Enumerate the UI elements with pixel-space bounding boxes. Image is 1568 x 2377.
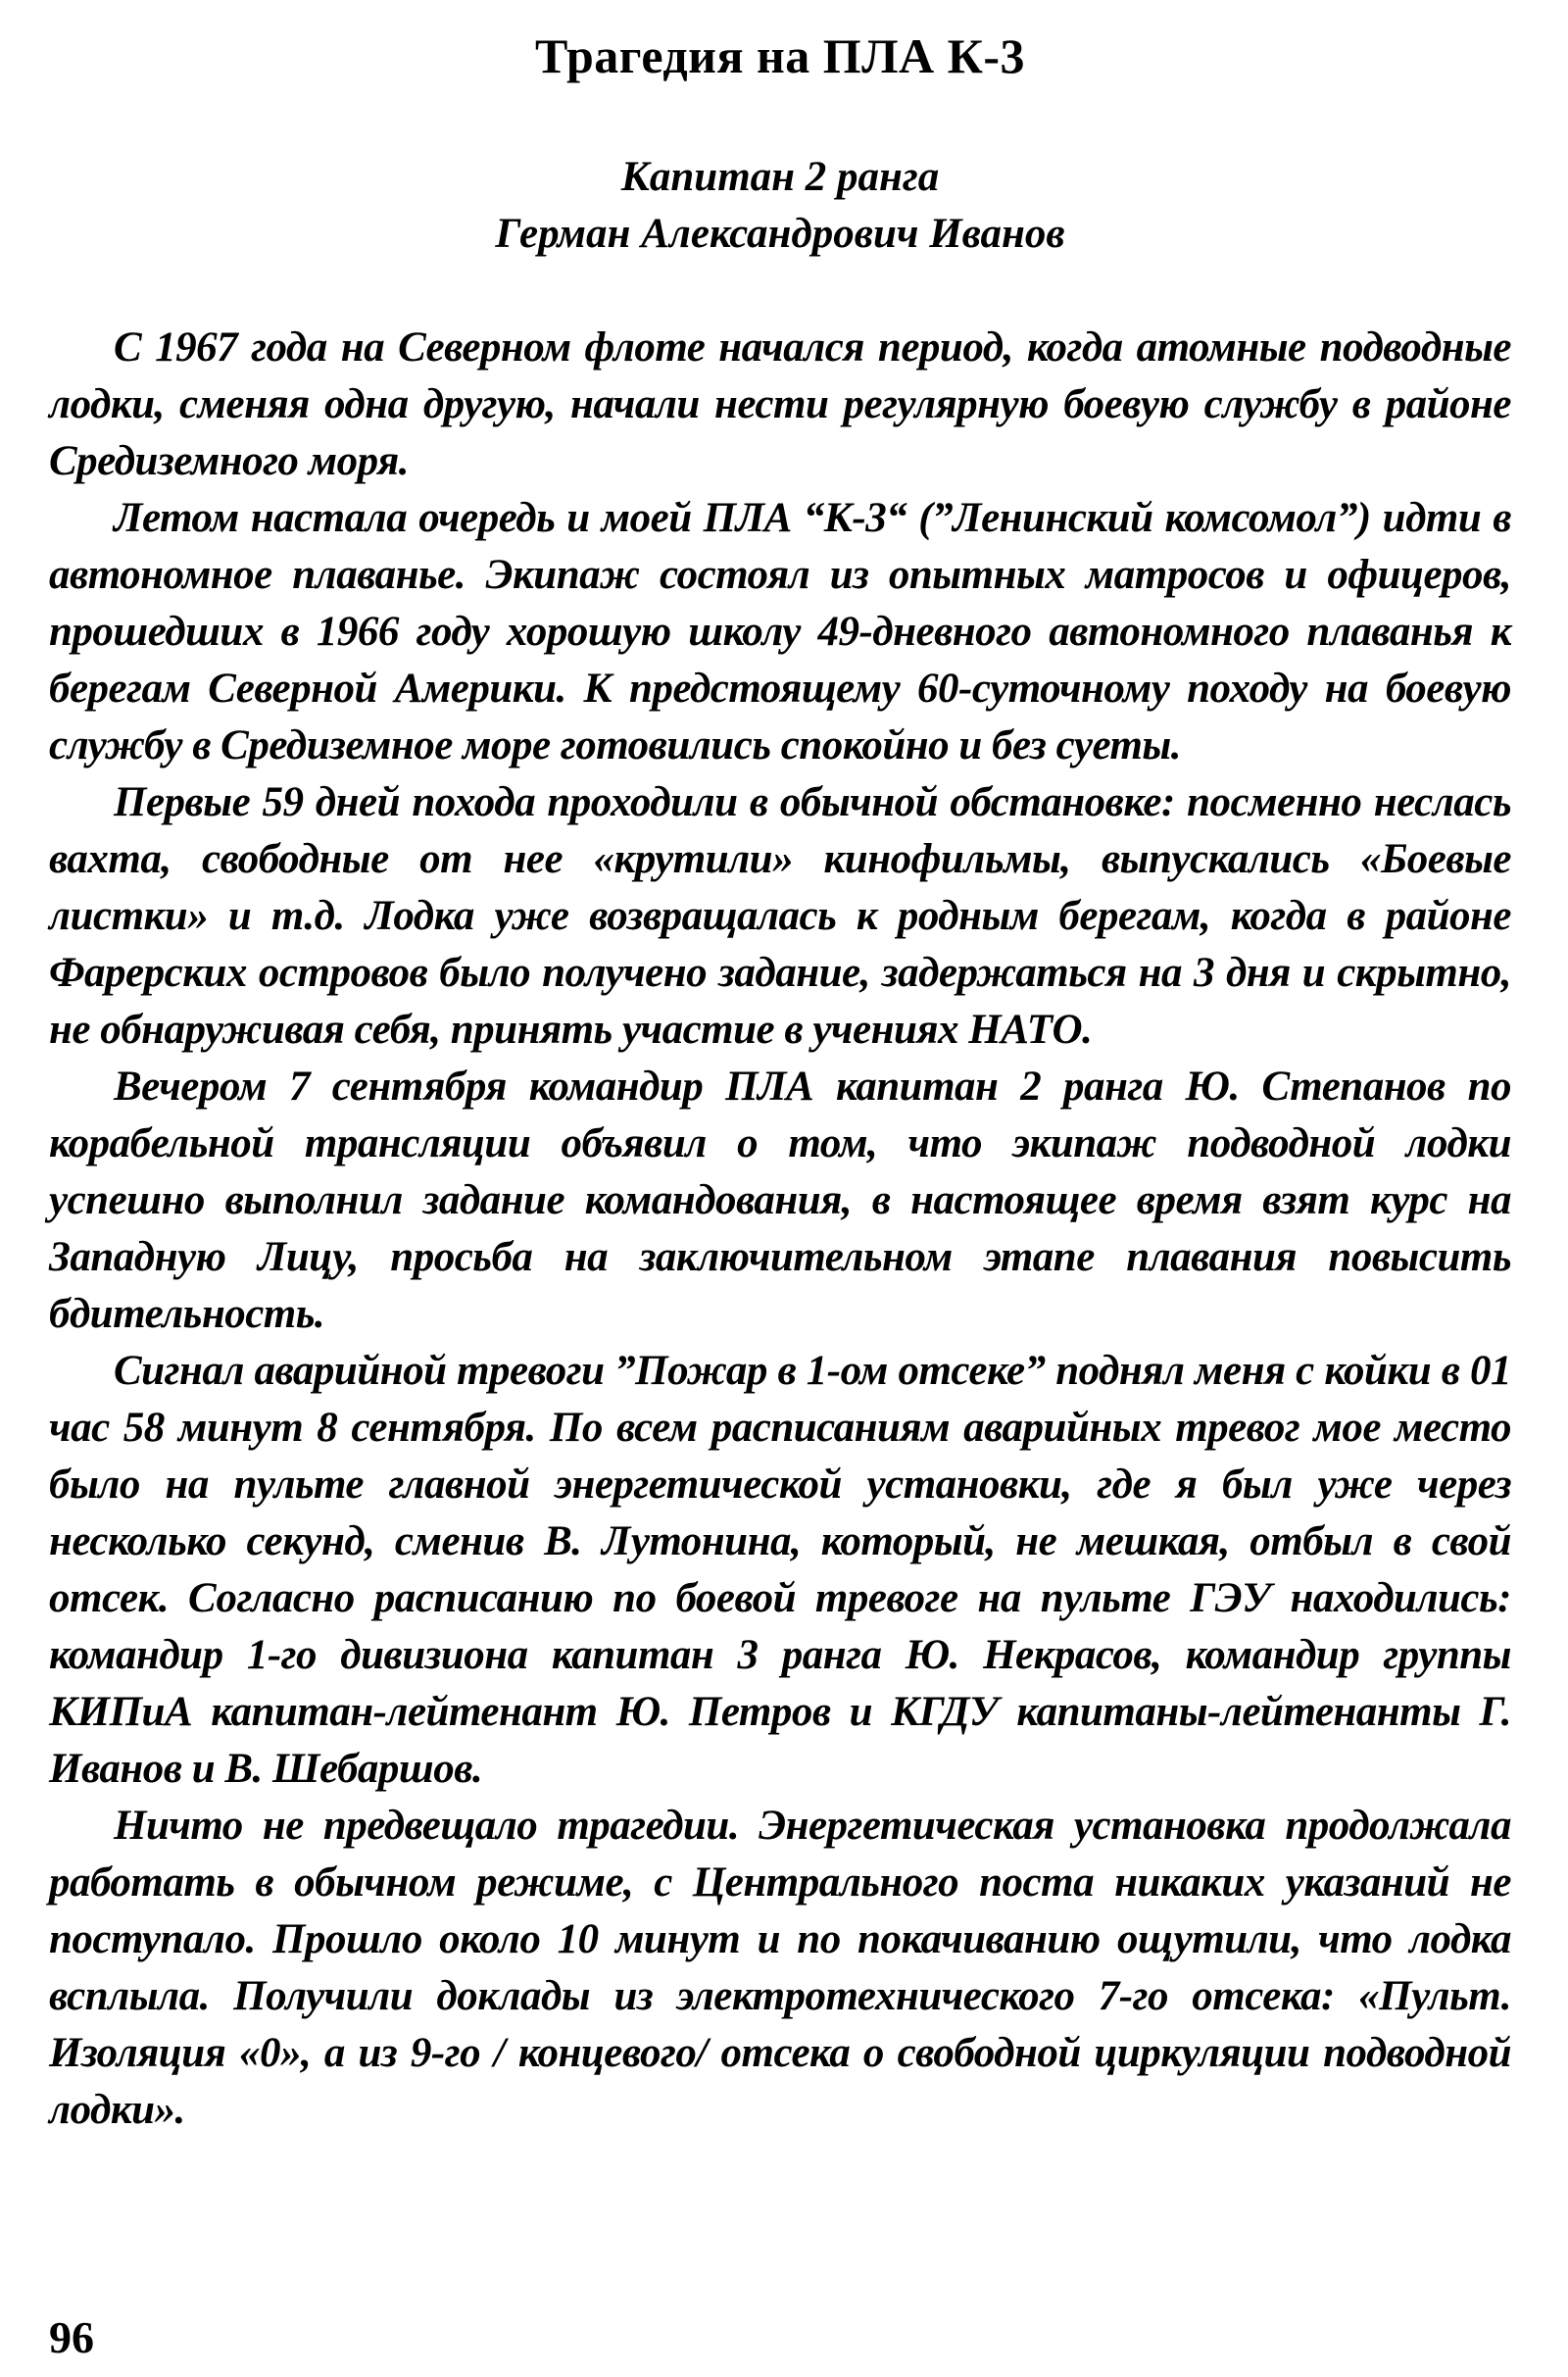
page-number: 96 <box>49 2312 94 2362</box>
paragraph: С 1967 года на Северном флоте начался период, когда атомные подводные лодки, сменяя одна другую, начали нести регулярную боевую службу в районе Средиземного моря. <box>49 324 1511 484</box>
byline <box>49 149 1511 263</box>
paragraph: Ничто не предвещало трагедии. Энергетическая установка продолжала работать в обычном режиме, с Центрального поста никаких указаний не поступало. Прошло около 10 минут и по покачиванию ощутили, что лодка всплыла. Получили доклады из электротехнического 7-го отсека: «Пульт. Изоляция «0», а из 9-го / концевого/ отсека о свободной циркуляции подводной лодки». <box>49 1803 1511 2133</box>
paragraph: Вечером 7 сентября командир ПЛА капитан 2 ранга Ю. Степанов по корабельной трансляции объявил о том, что экипаж подводной лодки успешно выполнил задание командования, в настоящее время взят курс на Западную Лицу, просьба на заключительном этапе плавания повысить бдительность. <box>49 1064 1511 1337</box>
paragraph: Летом настала очередь и моей ПЛА “К-3“ (”Ленинский комсомол”) идти в автономное плаванье. Экипаж состоял из опытных матросов и офицеров, прошедших в 1966 году хорошую школу 49-дневного автономного плаванья к берегам Северной Америки. К предстоящему 60-суточному походу на боевую службу в Средиземное море готовились спокойно и без суеты. <box>49 495 1511 768</box>
paragraph: Сигнал аварийной тревоги ”Пожар в 1-ом отсеке” поднял меня с койки в 01 час 58 минут 8 сентября. По всем расписаниям аварийных тревог мое место было на пульте главной энергетической установки, где я был уже через несколько секунд, сменив В. Лутонина, который, не мешкая, отбыл в свой отсек. Согласно расписанию по боевой тревоге на пульте ГЭУ находились: командир 1-го дивизиона капитан 3 ранга Ю. Некрасов, командир группы КИПиА капитан-лейтенант Ю. Петров и КГДУ капитаны-лейтенанты Г. Иванов и В. Шебаршов. <box>49 1348 1511 1792</box>
page-title: Трагедия на ПЛА К-3 <box>535 28 1025 83</box>
body-text <box>49 320 1511 2139</box>
author-name: Герман Александрович Иванов <box>495 211 1065 257</box>
author-rank: Капитан 2 ранга <box>620 154 940 200</box>
paragraph: Первые 59 дней похода проходили в обычной обстановке: посменно неслась вахта, свободные от нее «крутили» кинофильмы, выпускались «Боевые листки» и т.д. Лодка уже возвращалась к родным берегам, когда в районе Фарерских островов было получено задание, задержаться на 3 дня и скрытно, не обнаруживая себя, принять участие в учениях НАТО. <box>49 779 1511 1053</box>
